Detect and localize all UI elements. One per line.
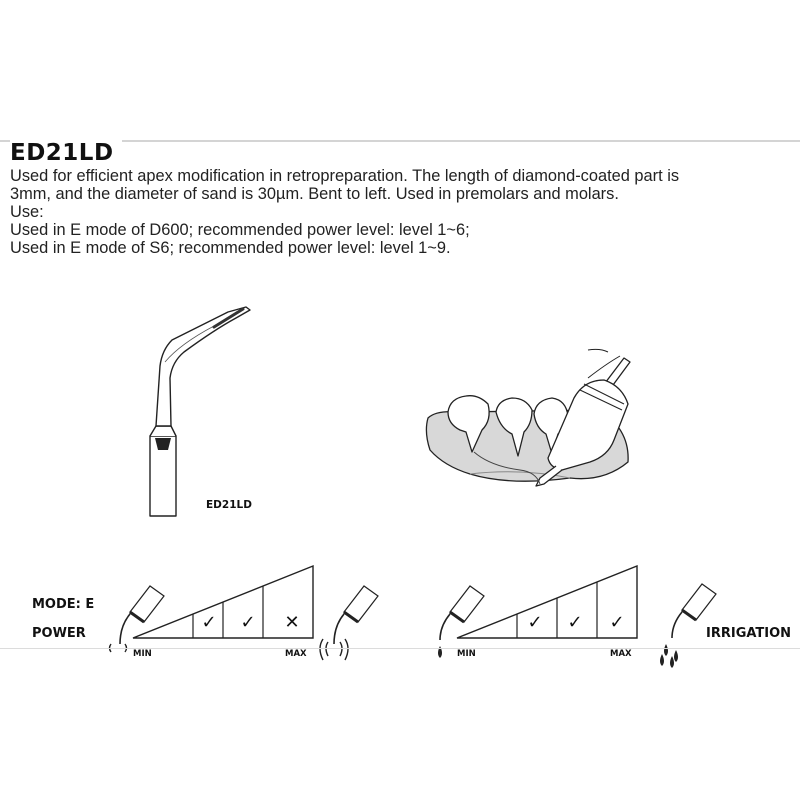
power-level-2-check-icon: ✓ [240, 612, 256, 632]
irrigation-level-1-check-icon: ✓ [527, 612, 543, 632]
product-title: ED21LD [10, 135, 122, 171]
description-line: Used in E mode of D600; recommended power level: level 1~6; [10, 221, 470, 239]
power-level-1-check-icon: ✓ [201, 612, 217, 632]
power-label: POWER [32, 626, 86, 641]
teeth-usage-illustration [426, 349, 630, 486]
description-line: Use: [10, 203, 44, 221]
description-line: Used for efficient apex modification in retropreparation. The length of diamond-coated part is [10, 167, 680, 185]
irrigation-min-label: MIN [457, 649, 476, 659]
mode-label: MODE: E [32, 597, 95, 612]
irrigation-level-2-check-icon: ✓ [567, 612, 583, 632]
dental-tip-illustration [150, 307, 250, 516]
power-handpiece-right-icon [334, 586, 378, 644]
tip-label: ED21LD [206, 499, 252, 511]
power-max-label: MAX [285, 649, 307, 659]
irrigation-label: IRRIGATION [706, 626, 792, 641]
description-line: Used in E mode of S6; recommended power level: level 1~9. [10, 239, 451, 257]
irrigation-max-label: MAX [610, 649, 632, 659]
section-divider [0, 648, 800, 649]
irrigation-level-3-check-icon: ✓ [609, 612, 625, 632]
power-min-label: MIN [133, 649, 152, 659]
description-line: 3mm, and the diameter of sand is 30µm. Bent to left. Used in premolars and molars. [10, 185, 619, 203]
power-level-3-cross-icon: ✕ [284, 612, 300, 632]
